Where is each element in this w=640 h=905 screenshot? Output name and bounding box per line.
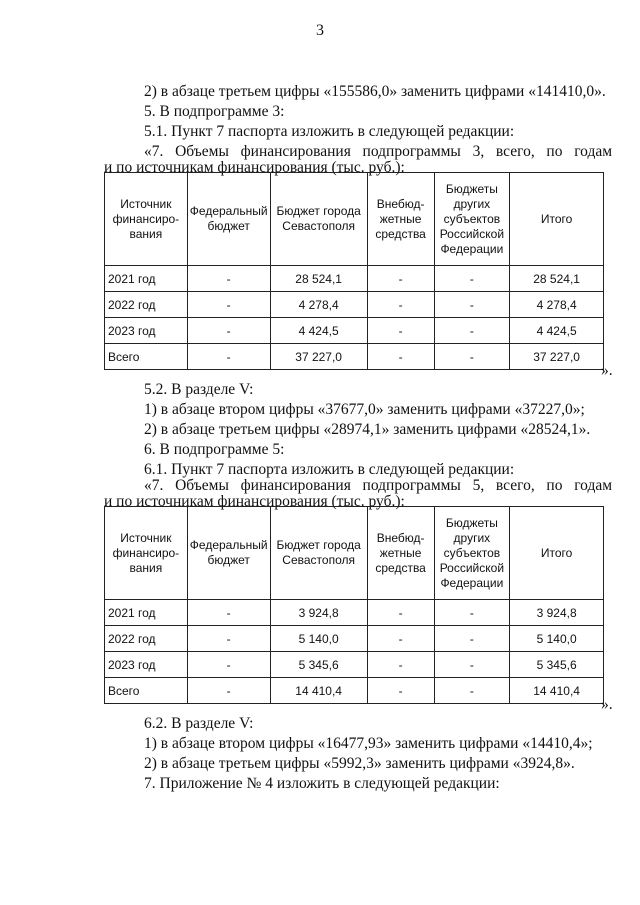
cell-label: 2021 год <box>105 266 188 292</box>
cell-city: 37 227,0 <box>270 344 367 370</box>
paragraph-10-line-2: и по источникам финансирования (тыс. руб.): <box>104 493 405 510</box>
header-federal: Федеральный бюджет <box>187 507 270 600</box>
financing-table-subprogram-3 <box>104 172 604 370</box>
cell-city: 4 424,5 <box>270 318 367 344</box>
closing-quote-2: ». <box>601 696 613 713</box>
cell-total: 4 424,5 <box>510 318 604 344</box>
header-source: Источник финансиро-вания <box>105 507 188 600</box>
header-offbudget: Внебюд-жетные средства <box>367 507 434 600</box>
header-offbudget: Внебюд-жетные средства <box>367 173 434 266</box>
table-row <box>105 344 604 370</box>
cell-subjects: - <box>434 266 510 292</box>
cell-total: 5 345,6 <box>510 652 604 678</box>
paragraph-1: 2) в абзаце третьем цифры «155586,0» заменить цифрами «141410,0». <box>144 83 606 100</box>
word: Объемы <box>175 143 229 160</box>
table-row <box>105 626 604 652</box>
cell-label: 2022 год <box>105 292 188 318</box>
cell-label: 2021 год <box>105 600 188 626</box>
cell-subjects: - <box>434 318 510 344</box>
cell-label: Всего <box>105 678 188 704</box>
cell-offbudget: - <box>367 626 434 652</box>
paragraph-2: 5. В подпрограмме 3: <box>144 103 285 120</box>
cell-federal: - <box>187 292 270 318</box>
cell-federal: - <box>187 344 270 370</box>
paragraph-6: 1) в абзаце втором цифры «37677,0» заменить цифрами «37227,0»; <box>144 401 585 418</box>
page-number: 3 <box>316 22 324 39</box>
cell-offbudget: - <box>367 266 434 292</box>
paragraph-14: 7. Приложение № 4 изложить в следующей редакции: <box>144 775 500 792</box>
word: «7. <box>144 477 164 494</box>
cell-city: 5 140,0 <box>270 626 367 652</box>
header-city: Бюджет города Севастополя <box>270 507 367 600</box>
cell-city: 4 278,4 <box>270 292 367 318</box>
cell-offbudget: - <box>367 678 434 704</box>
word: «7. <box>144 143 164 160</box>
cell-city: 14 410,4 <box>270 678 367 704</box>
word: по <box>546 143 563 160</box>
cell-total: 14 410,4 <box>510 678 604 704</box>
cell-federal: - <box>187 652 270 678</box>
cell-city: 3 924,8 <box>270 600 367 626</box>
header-subjects: Бюджеты других субъектов Российской Федерации <box>434 507 510 600</box>
paragraph-12: 1) в абзаце втором цифры «16477,93» заменить цифрами «14410,4»; <box>144 735 593 752</box>
cell-label: 2023 год <box>105 318 188 344</box>
paragraph-11: 6.2. В разделе V: <box>144 715 254 732</box>
cell-total: 4 278,4 <box>510 292 604 318</box>
word: финансирования <box>240 477 351 494</box>
cell-offbudget: - <box>367 292 434 318</box>
cell-city: 28 524,1 <box>270 266 367 292</box>
cell-federal: - <box>187 318 270 344</box>
word: 5, <box>472 477 485 494</box>
paragraph-13: 2) в абзаце третьем цифры «5992,3» заменить цифрами «3924,8». <box>144 755 575 772</box>
paragraph-5: 5.2. В разделе V: <box>144 381 254 398</box>
paragraph-4-line-2: и по источникам финансирования (тыс. руб.): <box>104 159 405 176</box>
cell-subjects: - <box>434 344 510 370</box>
paragraph-7: 2) в абзаце третьем цифры «28974,1» заменить цифрами «28524,1». <box>144 421 591 438</box>
word: финансирования <box>240 143 351 160</box>
cell-total: 5 140,0 <box>510 626 604 652</box>
cell-offbudget: - <box>367 600 434 626</box>
closing-quote-1: ». <box>601 362 613 379</box>
table-row <box>105 292 604 318</box>
header-subjects: Бюджеты других субъектов Российской Федерации <box>434 173 510 266</box>
cell-subjects: - <box>434 652 510 678</box>
table-row <box>105 678 604 704</box>
cell-offbudget: - <box>367 652 434 678</box>
cell-total: 3 924,8 <box>510 600 604 626</box>
cell-total: 37 227,0 <box>510 344 604 370</box>
word: по <box>546 477 563 494</box>
table-row <box>105 266 604 292</box>
word: всего, <box>495 477 535 494</box>
header-city: Бюджет города Севастополя <box>270 173 367 266</box>
cell-federal: - <box>187 266 270 292</box>
cell-subjects: - <box>434 600 510 626</box>
table-row <box>105 318 604 344</box>
cell-label: 2022 год <box>105 626 188 652</box>
word: подпрограммы <box>362 143 461 160</box>
word: всего, <box>495 143 535 160</box>
table-row <box>105 652 604 678</box>
cell-federal: - <box>187 678 270 704</box>
cell-offbudget: - <box>367 318 434 344</box>
cell-city: 5 345,6 <box>270 652 367 678</box>
header-total: Итого <box>510 507 604 600</box>
cell-label: 2023 год <box>105 652 188 678</box>
table-row <box>105 600 604 626</box>
cell-subjects: - <box>434 678 510 704</box>
paragraph-9: 6.1. Пункт 7 паспорта изложить в следующей редакции: <box>144 461 515 478</box>
header-total: Итого <box>510 173 604 266</box>
word: Объемы <box>175 477 229 494</box>
word: 3, <box>472 143 485 160</box>
word: подпрограммы <box>362 477 461 494</box>
word: годам <box>574 477 613 494</box>
cell-federal: - <box>187 600 270 626</box>
cell-subjects: - <box>434 292 510 318</box>
cell-federal: - <box>187 626 270 652</box>
financing-table-subprogram-5 <box>104 506 604 704</box>
cell-subjects: - <box>434 626 510 652</box>
cell-offbudget: - <box>367 344 434 370</box>
header-source: Источник финансиро-вания <box>105 173 188 266</box>
paragraph-3: 5.1. Пункт 7 паспорта изложить в следующей редакции: <box>144 123 515 140</box>
paragraph-8: 6. В подпрограмме 5: <box>144 441 285 458</box>
header-federal: Федеральный бюджет <box>187 173 270 266</box>
cell-total: 28 524,1 <box>510 266 604 292</box>
word: годам <box>574 143 613 160</box>
cell-label: Всего <box>105 344 188 370</box>
